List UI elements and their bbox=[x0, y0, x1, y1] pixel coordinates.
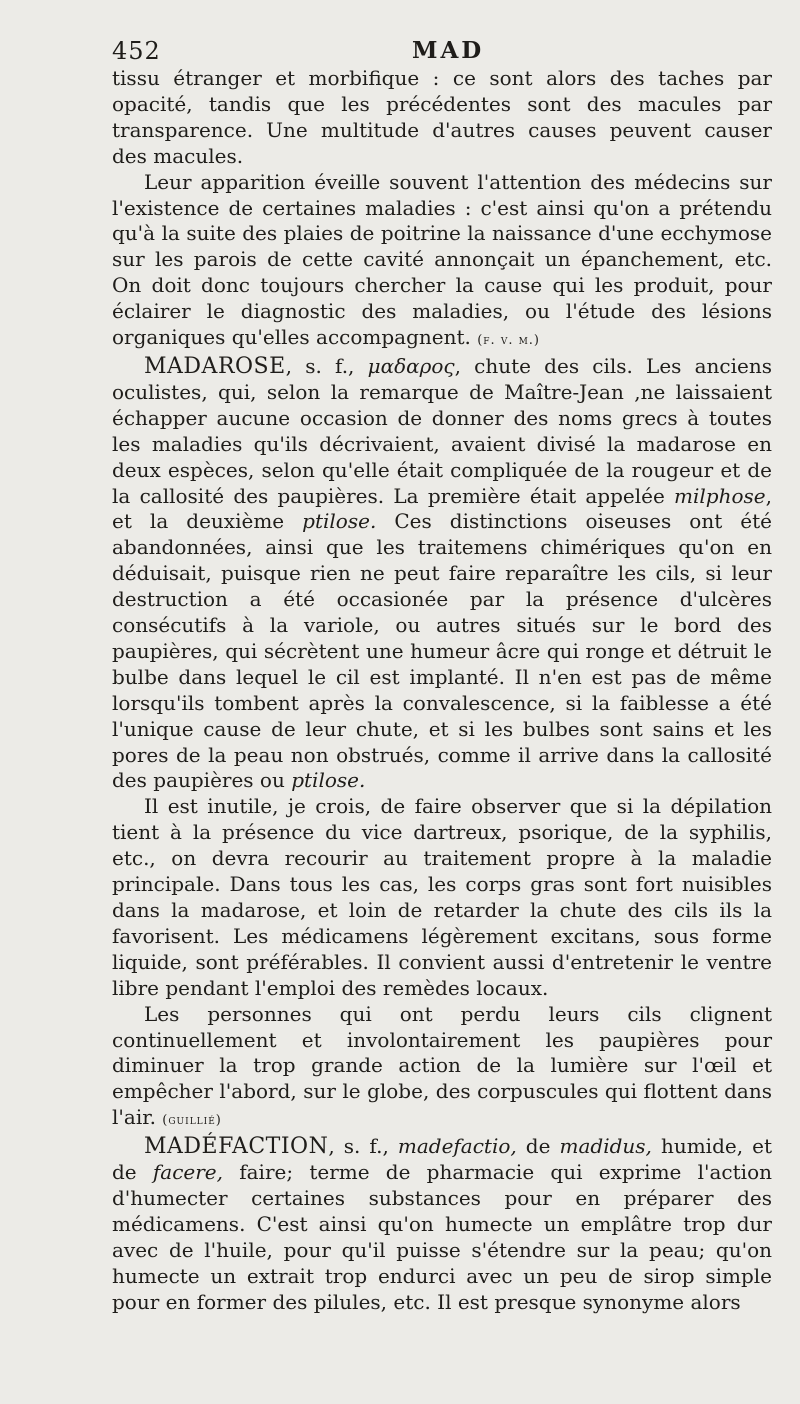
latin-etymology: madefactio, bbox=[397, 1134, 517, 1159]
latin-etymology: madidus, bbox=[559, 1134, 652, 1159]
entry-text: , chute des cils. Les anciens oculistes, qui, selon la remarque de Maître-Jean ,ne laissaient échapper aucune occasion de donner des noms grecs à toutes les maladies qu'ils décrivaient, avaient divisé la madarose en deux espèces, selon qu'elle était compliquée de la rougeur et de la callosité des paupières. La première était appelée bbox=[112, 353, 772, 508]
entry-madarose bbox=[112, 354, 772, 794]
paragraph-treatment bbox=[112, 794, 772, 1001]
entry-term: MADAROSE bbox=[144, 353, 286, 379]
page-header bbox=[112, 36, 772, 66]
author-signature: (f. v. m.) bbox=[477, 333, 540, 349]
paragraph-macules bbox=[112, 170, 772, 354]
greek-etymology: μαδαρος bbox=[367, 353, 455, 378]
entry-text: humide, et de bbox=[112, 1134, 772, 1185]
running-head: MAD bbox=[412, 37, 485, 64]
entry-text: Ces distinctions oiseuses ont été abandonnées, ainsi que les traitemens chimériques qu'on en déduisait, puisque rien ne peut faire reparaître les cils, si leur destruction a été occasionée par la présence d'ulcères consécutifs à la variole, ou autres situés sur le bord des paupières, qui sécrètent une humeur âcre qui ronge et détruit le bulbe dans lequel le cil est implanté. Il n'en est pas de même lorsqu'ils tombent après la convalescence, si la faiblesse a été l'unique cause de leur chute, et si les bulbes sont sains et les pores de la peau non obstrués, comme il arrive dans la callosité des paupières ou bbox=[112, 509, 772, 793]
italic-term: ptilose. bbox=[291, 768, 366, 793]
entry-text: faire; terme de pharmacie qui exprime l'action d'humecter certaines substances pour en préparer des médicamens. C'est ainsi qu'on humecte un emplâtre trop dur avec de l'huile, pour qu'il puisse s'étendre sur la peau; qu'on humecte un extrait trop endurci avec un peu de sirop simple pour en former des pilules, etc. Il est presque synonyme alors bbox=[112, 1160, 772, 1314]
entry-madefaction bbox=[112, 1134, 772, 1315]
author-signature: (guillié) bbox=[162, 1113, 222, 1129]
entry-term: MADÉFACTION bbox=[144, 1134, 329, 1160]
italic-term: ptilose. bbox=[302, 509, 377, 534]
paragraph-text: Leur apparition éveille souvent l'attention des médecins sur l'existence de certaines maladies : c'est ainsi qu'on a prétendu qu'à la suite des plaies de poitrine la naissance d'une ecchymose sur les parois de cette cavité annonçait un épanchement, etc. On doit donc toujours chercher la cause qui les produit, pour éclairer le diagnostic des maladies, ou l'étude des lésions organiques qu'elles accompagnent. bbox=[112, 169, 772, 350]
page-number: 452 bbox=[112, 37, 161, 65]
paragraph-text: Il est inutile, je crois, de faire observer que si la dépilation tient à la présence du vice dartreux, psorique, de la syphilis, etc., on devra recourir au traitement propre à la maladie principale. Dans tous les cas, les corps gras sont fort nuisibles dans la madarose, et loin de retarder la chute des cils ils la favorisent. Les médicamens légèrement excitans, sous forme liquide, sont préférables. Il convient aussi d'entretenir le ventre libre pendant l'emploi des remèdes locaux. bbox=[112, 794, 772, 1000]
italic-term: milphose bbox=[674, 483, 766, 508]
entry-text: , et la deuxième bbox=[112, 483, 772, 534]
paragraph-text: tissu étranger et morbifique : ce sont alors des taches par opacité, tandis que les précédentes sont des macules par transparence. Une multitude d'autres causes peuvent causer des macules. bbox=[112, 66, 772, 168]
entry-text: de bbox=[516, 1134, 560, 1159]
entry-text: , s. f., bbox=[328, 1134, 398, 1159]
entry-text: , s. f., bbox=[285, 353, 368, 378]
latin-etymology: facere, bbox=[152, 1160, 223, 1185]
paragraph-continuation bbox=[112, 66, 772, 170]
body-text bbox=[112, 66, 772, 1316]
paragraph-text: Les personnes qui ont perdu leurs cils clignent continuellement et involontairement les paupières pour diminuer la trop grande action de la lumière sur l'œil et empêcher l'abord, sur le globe, des corpuscules qui flottent dans l'air. bbox=[112, 1001, 772, 1130]
paragraph-blinking bbox=[112, 1002, 772, 1135]
